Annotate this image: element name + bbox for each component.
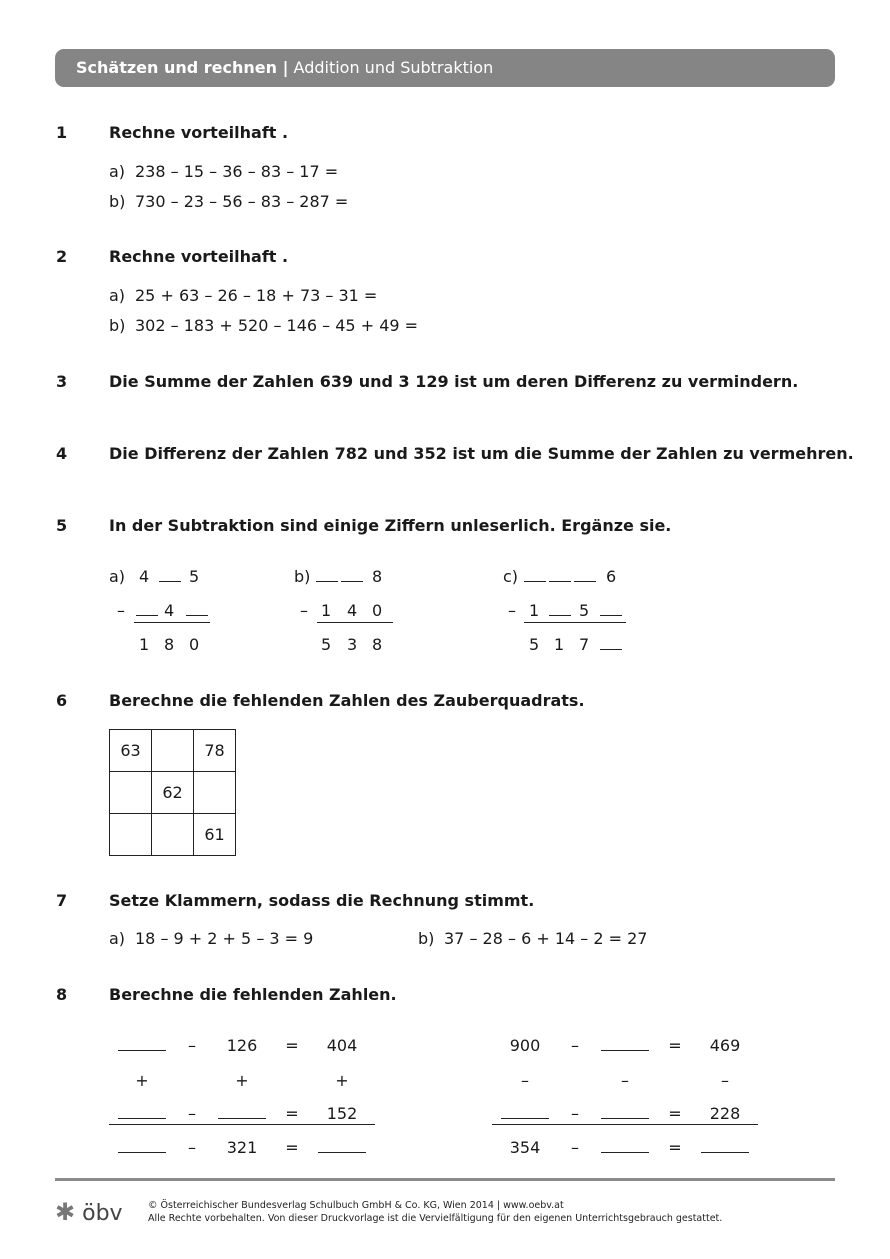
operator: –: [621, 1071, 629, 1090]
value-cell: 228: [709, 1104, 741, 1123]
task-5a-label: a): [109, 567, 126, 586]
digit: 6: [606, 567, 617, 586]
task-2a: a) 25 + 63 – 26 – 18 + 73 – 31 =: [109, 286, 378, 305]
digit: 5: [189, 567, 200, 586]
equals: =: [285, 1036, 299, 1055]
magic-cell: [110, 814, 152, 856]
sum-line: [134, 622, 210, 623]
task-1-title: Rechne vorteilhaft .: [109, 123, 289, 142]
minus-sign: –: [508, 601, 516, 620]
digit: 8: [164, 635, 175, 654]
digit: 7: [579, 635, 590, 654]
task-1b: b) 730 – 23 – 56 – 83 – 287 =: [109, 192, 349, 211]
blank-digit: [574, 567, 596, 586]
equals: =: [668, 1138, 682, 1157]
task-2b: b) 302 – 183 + 520 – 146 – 45 + 49 =: [109, 316, 419, 335]
equals: =: [668, 1036, 682, 1055]
task-8-title: Berechne die fehlenden Zahlen.: [109, 985, 397, 1004]
value-cell: 126: [226, 1036, 258, 1055]
blank-digit: [549, 601, 571, 620]
task-5c-label: c): [503, 567, 519, 586]
operator: –: [571, 1036, 579, 1055]
task-2-title: Rechne vorteilhaft .: [109, 247, 289, 266]
value-cell: 900: [509, 1036, 541, 1055]
value-cell: 404: [326, 1036, 358, 1055]
value-cell: 321: [226, 1138, 258, 1157]
blank-digit: [524, 567, 546, 586]
operator: +: [235, 1071, 249, 1090]
publisher-logo: ✱ öbv: [55, 1198, 123, 1226]
equals: =: [668, 1104, 682, 1123]
footer-divider: [55, 1178, 835, 1181]
operator: –: [571, 1104, 579, 1123]
digit: 3: [347, 635, 358, 654]
operator: –: [188, 1138, 196, 1157]
digit: 0: [372, 601, 383, 620]
equals: =: [285, 1138, 299, 1157]
task-1a: a) 238 – 15 – 36 – 83 – 17 =: [109, 162, 339, 181]
blank-digit: [341, 567, 363, 586]
magic-cell: 78: [194, 730, 236, 772]
task-6-number: 6: [56, 691, 68, 710]
task-2-number: 2: [56, 247, 68, 266]
digit: 4: [139, 567, 150, 586]
magic-cell: [152, 730, 194, 772]
sum-line: [524, 622, 626, 623]
digit: 4: [164, 601, 175, 620]
task-8-number: 8: [56, 985, 68, 1004]
blank-digit: [186, 601, 208, 620]
digit: 4: [347, 601, 358, 620]
operator: +: [135, 1071, 149, 1090]
magic-cell: [194, 772, 236, 814]
operator: –: [721, 1071, 729, 1090]
digit: 1: [554, 635, 565, 654]
sum-line: [109, 1124, 375, 1125]
blank-digit: [136, 601, 158, 620]
task-3-number: 3: [56, 372, 68, 391]
task-4-title: Die Differenz der Zahlen 782 und 352 ist um die Summe der Zahlen zu vermehren.: [109, 444, 854, 463]
digit: 8: [372, 635, 383, 654]
digit: 1: [529, 601, 540, 620]
task-6-title: Berechne die fehlenden Zahlen des Zauberquadrats.: [109, 691, 585, 710]
task-5b-label: b): [294, 567, 311, 586]
magic-cell: 62: [152, 772, 194, 814]
asterisk-icon: ✱: [55, 1198, 76, 1226]
task-5-number: 5: [56, 516, 68, 535]
header-bar: [55, 49, 835, 87]
task-7-title: Setze Klammern, sodass die Rechnung stimmt.: [109, 891, 535, 910]
operator: –: [521, 1071, 529, 1090]
blank-digit: [316, 567, 338, 586]
blank-cell: [695, 1138, 755, 1157]
digit: 0: [189, 635, 200, 654]
digit: 5: [579, 601, 590, 620]
minus-sign: –: [300, 601, 308, 620]
magic-cell: [110, 772, 152, 814]
task-7b: b) 37 – 28 – 6 + 14 – 2 = 27: [418, 929, 648, 948]
magic-square: [109, 729, 236, 856]
task-5-title: In der Subtraktion sind einige Ziffern unleserlich. Ergänze sie.: [109, 516, 672, 535]
page-title: Schätzen und rechnen | Addition und Subtraktion: [76, 58, 494, 77]
blank-digit: [549, 567, 571, 586]
value-cell: 469: [709, 1036, 741, 1055]
operator: +: [335, 1071, 349, 1090]
digit: 1: [139, 635, 150, 654]
blank-digit: [600, 635, 622, 654]
sum-line: [492, 1124, 758, 1125]
footer-copyright: © Österreichischer Bundesverlag Schulbuch GmbH & Co. KG, Wien 2014 | www.oebv.at Alle Rechte vorbehalten. Von dieser Druckvorlage ist die Vervielfältigung für den eigenen Unterrichtsgebrauch gestattet.: [148, 1200, 723, 1224]
task-3-title: Die Summe der Zahlen 639 und 3 129 ist um deren Differenz zu vermindern.: [109, 372, 799, 391]
digit: 1: [321, 601, 332, 620]
blank-cell: [312, 1138, 372, 1157]
task-1-number: 1: [56, 123, 68, 142]
magic-cell: 61: [194, 814, 236, 856]
magic-cell: 63: [110, 730, 152, 772]
task-4-number: 4: [56, 444, 68, 463]
operator: –: [188, 1036, 196, 1055]
digit: 5: [321, 635, 332, 654]
blank-digit: [159, 567, 181, 586]
task-7-number: 7: [56, 891, 68, 910]
value-cell: 354: [509, 1138, 541, 1157]
operator: –: [188, 1104, 196, 1123]
minus-sign: –: [117, 601, 125, 620]
digit: 8: [372, 567, 383, 586]
sum-line: [317, 622, 393, 623]
digit: 5: [529, 635, 540, 654]
operator: –: [571, 1138, 579, 1157]
task-7a: a) 18 – 9 + 2 + 5 – 3 = 9: [109, 929, 314, 948]
blank-digit: [600, 601, 622, 620]
magic-cell: [152, 814, 194, 856]
equals: =: [285, 1104, 299, 1123]
value-cell: 152: [326, 1104, 358, 1123]
